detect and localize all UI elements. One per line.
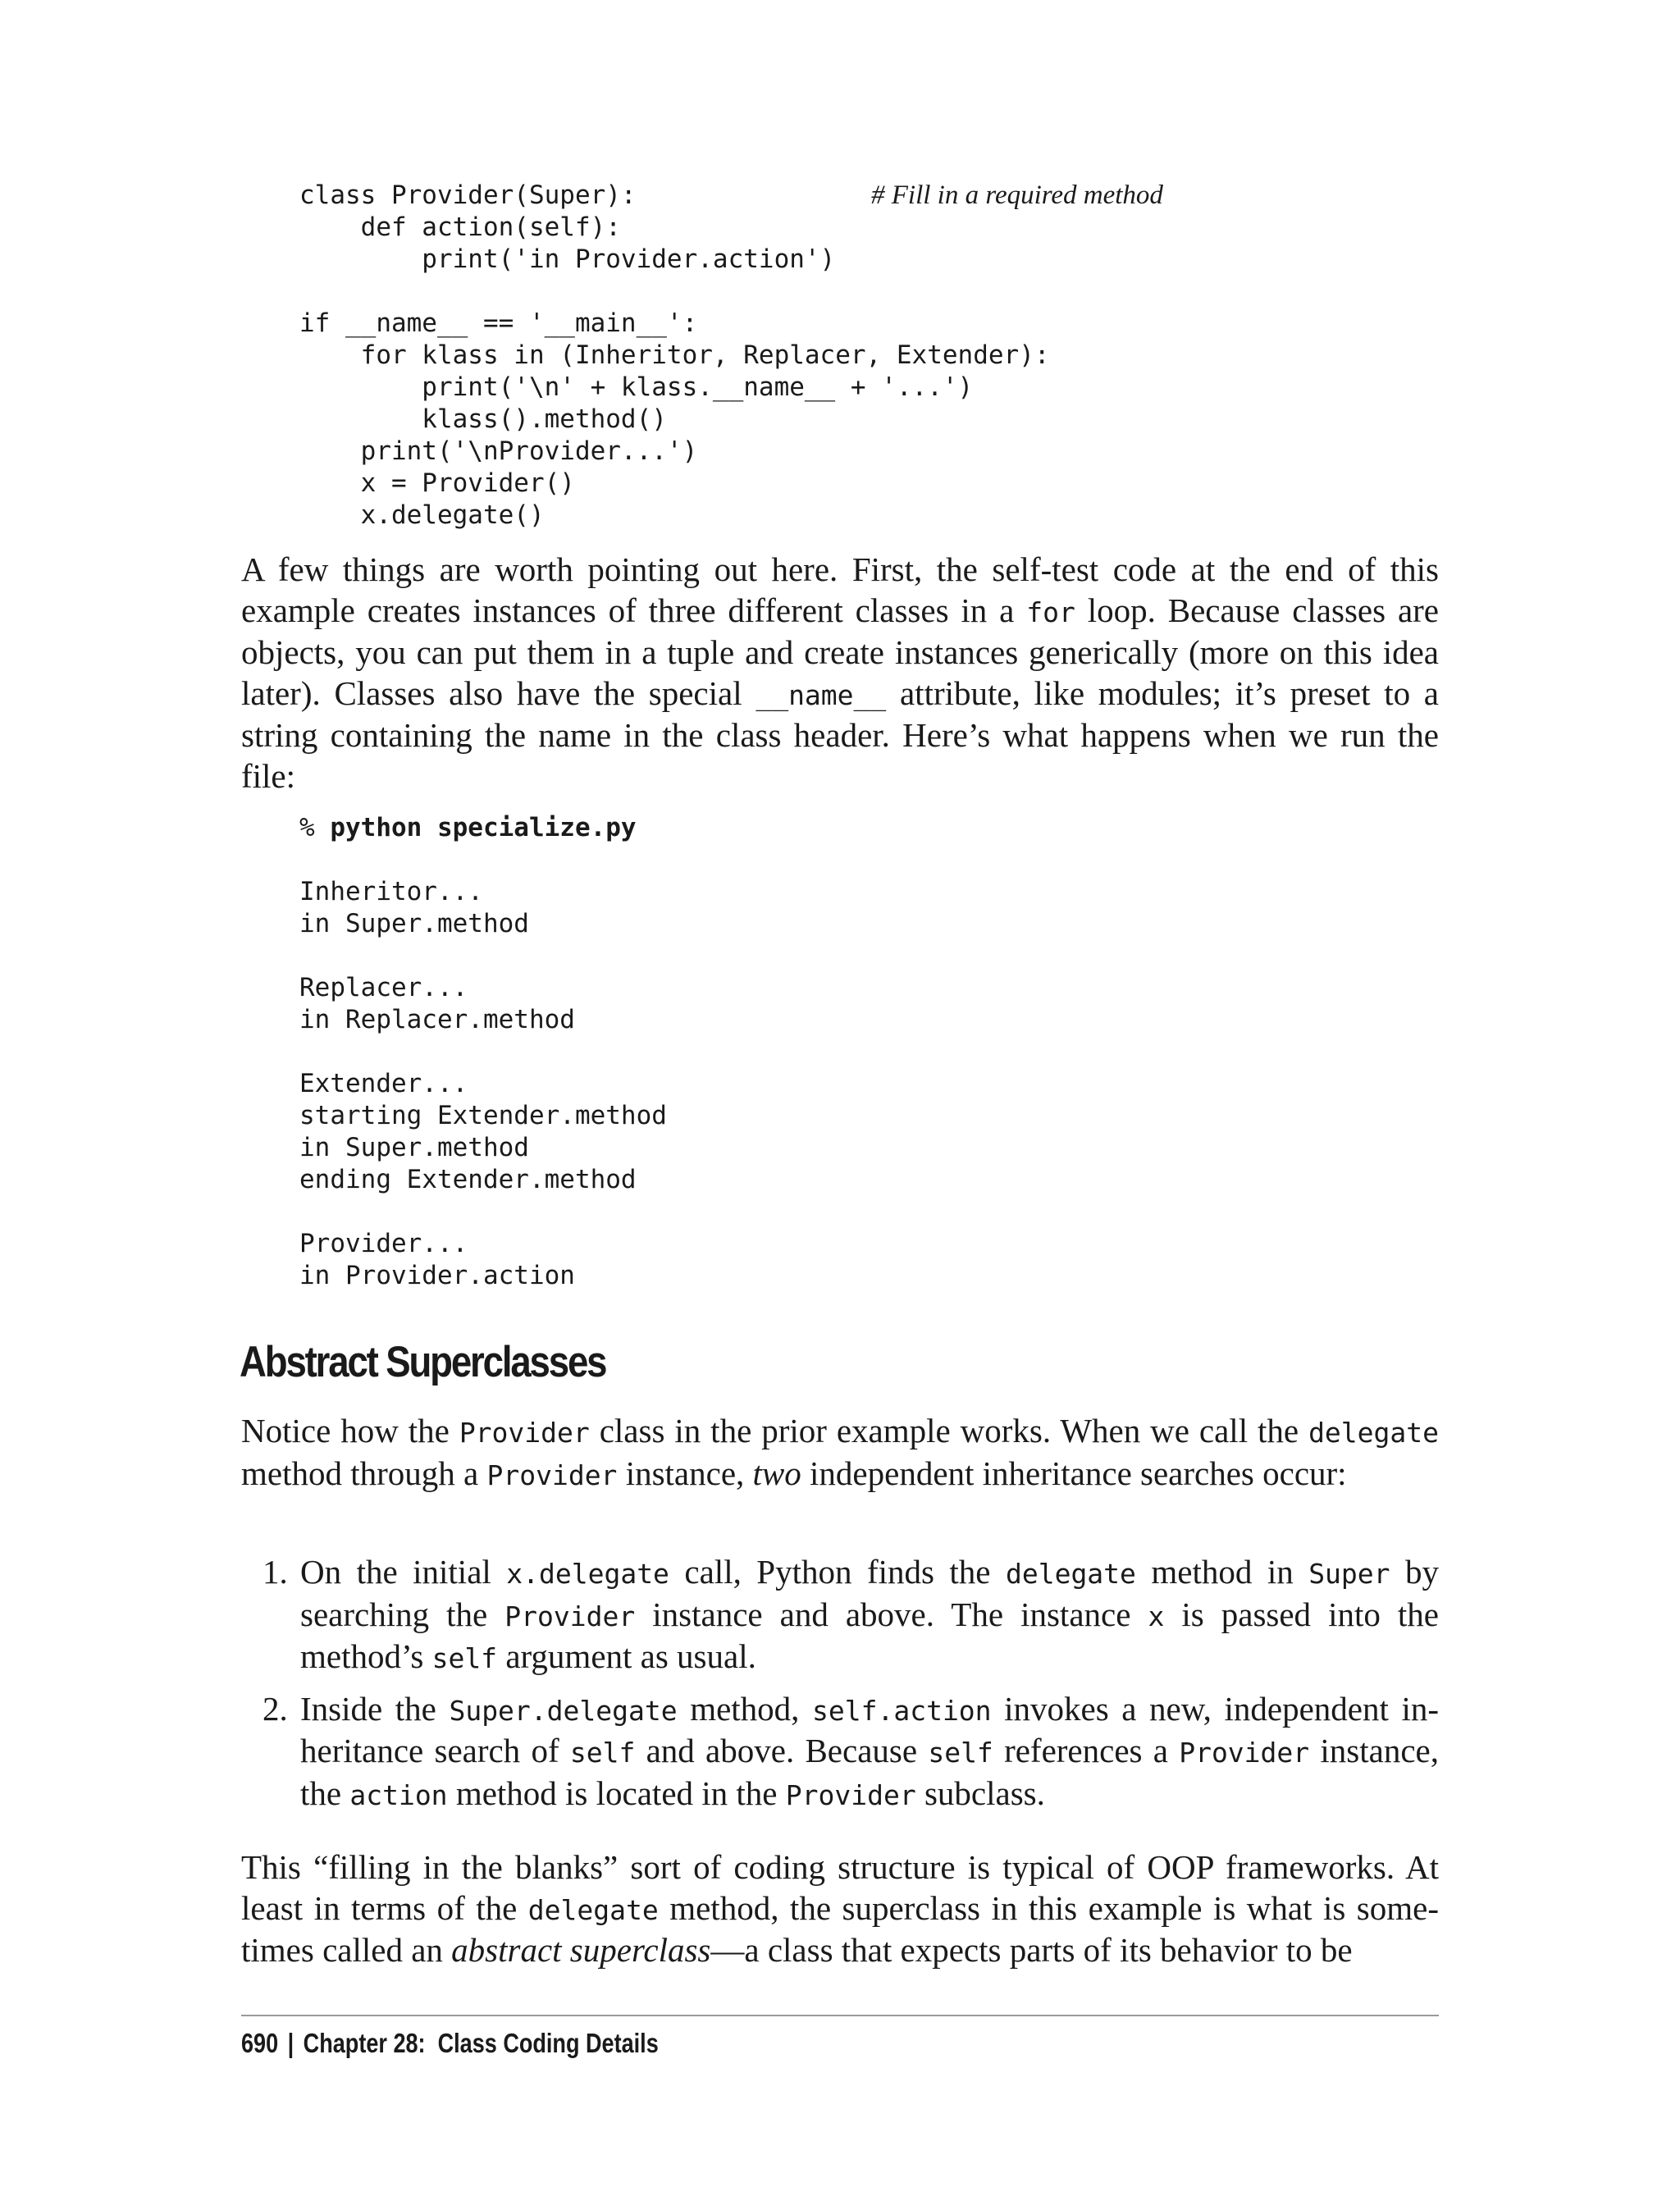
inline-code: x: [1148, 1600, 1165, 1632]
inline-code: self.action: [812, 1694, 992, 1727]
list-item: [241, 1552, 1439, 1679]
text-run: On the initial: [300, 1553, 507, 1591]
text-run: references a: [993, 1732, 1180, 1769]
text-run: class in the prior example works. When we call the: [589, 1412, 1309, 1449]
text-run: subclass.: [915, 1774, 1045, 1812]
inline-code: Provider: [1179, 1737, 1310, 1769]
text-run: Inside the: [300, 1689, 450, 1728]
code-line: class Provider(Super):: [299, 180, 637, 210]
inline-code: Provider: [504, 1600, 636, 1632]
text-run: call, Python finds the: [669, 1553, 1006, 1591]
code-block-provider: [299, 180, 1050, 532]
emphasis: two: [752, 1454, 801, 1492]
code-comment: # Fill in a required method: [871, 180, 1163, 210]
code-block-output: [299, 812, 667, 1292]
inline-code: Super.delegate: [449, 1694, 678, 1727]
inline-code: Provider: [785, 1778, 916, 1811]
text-run: independent inheritance searches occur:: [801, 1454, 1347, 1492]
text-run: argument as usual.: [497, 1637, 756, 1675]
inline-code: Provider: [459, 1417, 590, 1449]
text-run: A few things are worth pointing out here. First, the self-test code at the end of this example creates instances of three different classes in a: [241, 550, 1439, 629]
text-run: and above. Because: [635, 1732, 929, 1769]
text-run: invokes a new, independent inheritance search of: [300, 1689, 1439, 1769]
list-item: [241, 1689, 1439, 1816]
list-number: 1.: [262, 1553, 288, 1591]
inline-code: self: [928, 1737, 993, 1769]
text-run: This “filling in the blanks” sort of coding structure is typical of OOP frameworks. At least in terms of the: [241, 1848, 1439, 1927]
text-run: is passed into the method’s: [300, 1595, 1439, 1675]
text-run: attribute, like modules; it’s preset to a string containing the name in the class header. Here’s what happens when we run the file:: [241, 673, 1439, 795]
inline-code: for: [1026, 596, 1075, 628]
inline-code: delegate: [1308, 1417, 1440, 1449]
paragraph-self-test: [241, 550, 1439, 797]
section-heading: Abstract Superclasses: [240, 1338, 606, 1386]
inline-code: delegate: [1005, 1558, 1136, 1590]
inline-code: action: [349, 1778, 448, 1811]
inline-code: delegate: [527, 1893, 659, 1926]
program-output: Inheritor... in Super.method Replacer... in Replacer.method Extender... starting Extender.method in Super.method ending Extender.method Provider... in Provider.action: [299, 877, 667, 1290]
emphasis: abstract superclass: [451, 1931, 711, 1969]
text-run: method in: [1135, 1553, 1309, 1591]
inline-code: self: [431, 1642, 498, 1674]
text-run: loop. Because classes are objects, you can put them in a tuple and create instances generically (more on this idea later). Classes also have the special: [241, 591, 1439, 712]
text-run: method through a: [241, 1454, 487, 1492]
text-run: instance, the: [300, 1732, 1439, 1812]
text-run: Notice how the: [241, 1412, 459, 1449]
list-number: 2.: [262, 1689, 288, 1728]
text-run: by searching the: [300, 1553, 1439, 1633]
paragraph-abstract-superclass: [241, 1847, 1439, 1971]
chapter-title: Chapter 28: Class Coding Details: [303, 2028, 659, 2058]
numbered-list: [241, 1552, 1439, 1825]
footer-rule: [241, 2015, 1439, 2016]
text-run: instance and above. The instance: [635, 1595, 1148, 1633]
page-number: 690: [241, 2028, 279, 2058]
text-run: method, the superclass in this example is what is sometimes called an: [241, 1888, 1439, 1969]
inline-code: self: [569, 1737, 636, 1769]
shell-command: python specialize.py: [330, 813, 637, 842]
page-footer: [241, 2028, 659, 2059]
inline-code: x.delegate: [506, 1558, 669, 1590]
text-run: instance,: [617, 1454, 753, 1492]
shell-prompt: %: [299, 813, 331, 842]
text-run: —a class that expects parts of its behavior to be: [710, 1931, 1353, 1969]
code-lines: def action(self): print('in Provider.action') if __name__ == '__main__': for klass in (Inheritor, Replacer, Extender): print('\n' + klass.__name__ + '...') klass().method() print('\nProvider...') x = Provider() x.delegate(): [299, 212, 1050, 530]
inline-code: Super: [1308, 1558, 1390, 1590]
text-run: method is located in the: [447, 1774, 786, 1812]
footer-separator: |: [287, 2028, 294, 2058]
inline-code: __name__: [756, 678, 887, 711]
paragraph-provider: [241, 1411, 1439, 1495]
text-run: method,: [677, 1689, 812, 1728]
inline-code: Provider: [486, 1459, 618, 1491]
